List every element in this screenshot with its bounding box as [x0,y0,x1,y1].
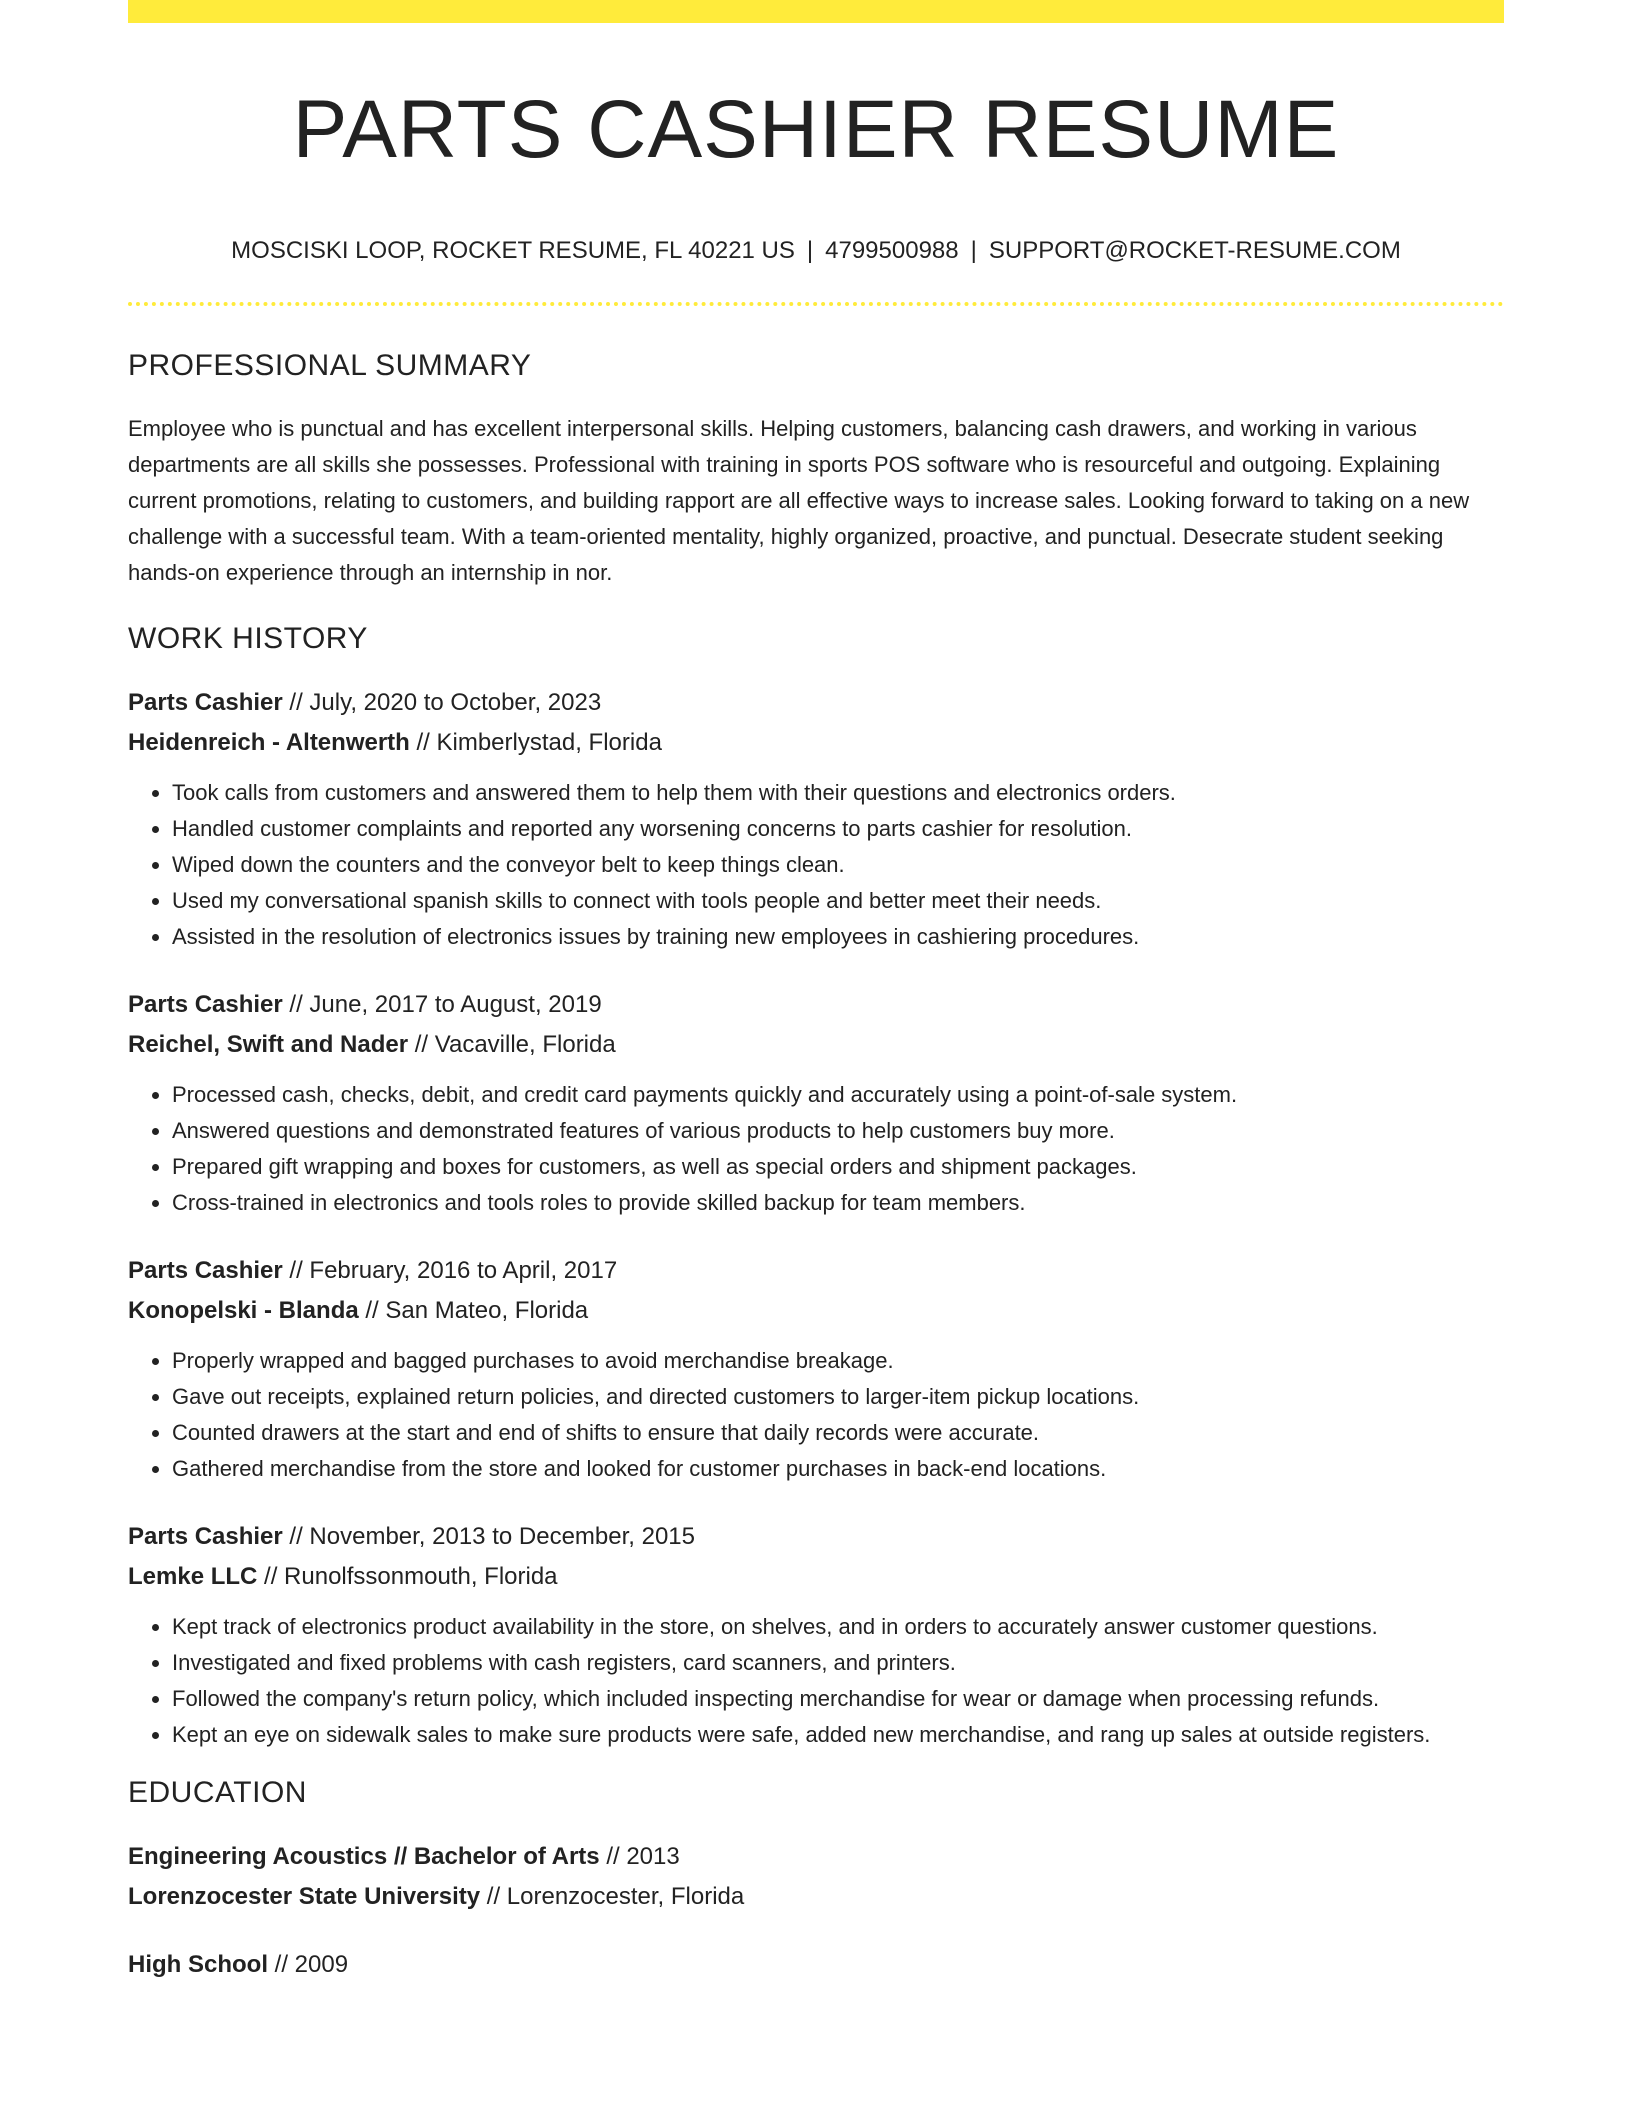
job-title-line [128,1251,1504,1291]
contact-separator: | [970,237,977,265]
job-bullet: • Assisted in the resolution of electronics issues by training new employees in cashiering procedures. [172,919,1504,955]
dotted-divider [128,302,1504,306]
job-company-line [128,1025,1504,1065]
top-accent-bar [128,0,1504,23]
job-entry [128,683,1504,955]
job-location: // San Mateo, Florida [358,1296,589,1324]
education-school: Lorenzocester State University [128,1882,481,1910]
job-title: Parts Cashier [128,1522,283,1550]
job-company-line [128,1291,1504,1331]
education-degree-line [128,1837,1504,1877]
job-bullet: • Followed the company's return policy, which included inspecting merchandise for wear or damage when processing refunds. [172,1681,1504,1717]
job-title: Parts Cashier [128,990,283,1018]
education-entry [128,1837,1504,1917]
summary-text: Employee who is punctual and has excellent interpersonal skills. Helping customers, balancing cash drawers, and working in various departments are all skills she possesses. Professional with training in sports POS software who is resourceful and outgoing. Explaining current promotions, relating to customers, and building rapport are all effective ways to increase sales. Looking forward to taking on a new challenge with a successful team. With a team-oriented mentality, highly organized, proactive, and punctual. Desecrate student seeking hands-on experience through an internship in nor. [128,415,1470,585]
job-company: Heidenreich - Altenwerth [128,728,410,756]
education-school-line [128,1877,1504,1917]
job-bullets [128,1343,1504,1487]
education-heading: EDUCATION [128,1775,307,1809]
job-bullet: • Investigated and fixed problems with cash registers, card scanners, and printers. [172,1645,1504,1681]
education-year: // 2009 [268,1950,349,1978]
job-entry [128,1517,1504,1753]
job-title-line [128,985,1504,1025]
job-bullets [128,1609,1504,1753]
contact-phone: 4799500988 [825,237,959,265]
work-history-heading: WORK HISTORY [128,621,368,655]
job-company: Lemke LLC [128,1562,258,1590]
job-bullet: • Properly wrapped and bagged purchases to avoid merchandise breakage. [172,1343,1504,1379]
resume-page [128,0,1504,1985]
resume-title: PARTS CASHIER RESUME [292,84,1340,175]
education-year: // 2013 [599,1842,680,1870]
summary-heading: PROFESSIONAL SUMMARY [128,348,532,382]
job-company: Reichel, Swift and Nader [128,1030,409,1058]
job-dates: // February, 2016 to April, 2017 [282,1256,618,1284]
job-entry [128,985,1504,1221]
job-location: // Kimberlystad, Florida [409,728,662,756]
education-degree-line [128,1945,1504,1985]
job-company-line [128,723,1504,763]
job-title-line [128,683,1504,723]
job-bullet: • Kept track of electronics product availability in the store, on shelves, and in orders to accurately answer customer questions. [172,1609,1504,1645]
job-bullet: • Wiped down the counters and the conveyor belt to keep things clean. [172,847,1504,883]
job-bullet: • Cross-trained in electronics and tools roles to provide skilled backup for team members. [172,1185,1504,1221]
job-company-line [128,1557,1504,1597]
job-bullet: • Gave out receipts, explained return policies, and directed customers to larger-item pickup locations. [172,1379,1504,1415]
contact-line [128,237,1504,266]
job-bullets [128,775,1504,955]
job-entry [128,1251,1504,1487]
job-bullet: • Gathered merchandise from the store and looked for customer purchases in back-end locations. [172,1451,1504,1487]
job-bullet: • Counted drawers at the start and end of shifts to ensure that daily records were accurate. [172,1415,1504,1451]
education-location: // Lorenzocester, Florida [480,1882,745,1910]
education-degree: Engineering Acoustics // Bachelor of Arts [128,1842,600,1870]
job-dates: // July, 2020 to October, 2023 [282,688,602,716]
job-title: Parts Cashier [128,1256,283,1284]
education-degree: High School [128,1950,268,1978]
job-bullet: • Handled customer complaints and reported any worsening concerns to parts cashier for resolution. [172,811,1504,847]
contact-address: MOSCISKI LOOP, ROCKET RESUME, FL 40221 US [231,237,795,265]
job-dates: // June, 2017 to August, 2019 [282,990,602,1018]
job-bullet: • Prepared gift wrapping and boxes for customers, as well as special orders and shipment packages. [172,1149,1504,1185]
job-bullet: • Used my conversational spanish skills to connect with tools people and better meet their needs. [172,883,1504,919]
job-location: // Vacaville, Florida [408,1030,616,1058]
education-entry [128,1945,1504,1985]
contact-separator: | [806,237,814,265]
job-title-line [128,1517,1504,1557]
job-bullet: • Answered questions and demonstrated features of various products to help customers buy more. [172,1113,1504,1149]
job-company: Konopelski - Blanda [128,1296,359,1324]
job-title: Parts Cashier [128,688,283,716]
job-bullets [128,1077,1504,1221]
contact-email[interactable]: SUPPORT@ROCKET-RESUME.COM [988,237,1401,265]
job-location: // Runolfssonmouth, Florida [257,1562,558,1590]
job-bullet: • Kept an eye on sidewalk sales to make sure products were safe, added new merchandise, and rang up sales at outside registers. [172,1717,1504,1753]
job-dates: // November, 2013 to December, 2015 [282,1522,695,1550]
job-bullet: • Processed cash, checks, debit, and credit card payments quickly and accurately using a point-of-sale system. [172,1077,1504,1113]
job-bullet: • Took calls from customers and answered them to help them with their questions and electronics orders. [172,775,1504,811]
